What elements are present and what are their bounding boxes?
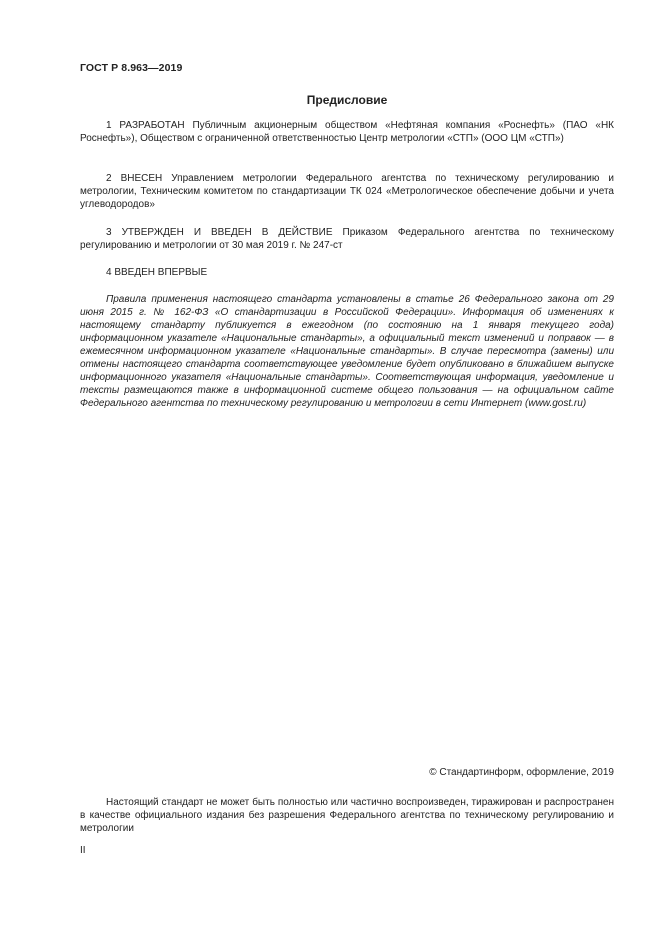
foreword-item-1: 1 РАЗРАБОТАН Публичным акционерным обществом «Нефтяная компания «Роснефть» (ПАО «НК Роснефть»), Обществом с ограниченной ответственностью Центр метрологии «СТП» (ООО ЦМ «СТП») [80,120,614,144]
section-title: Предисловие [306,93,388,107]
reproduction-notice: Настоящий стандарт не может быть полностью или частично воспроизведен, тиражирован и распространен в качестве официального издания без разрешения Федерального агентства по техническому регулированию и метрологии [80,797,614,834]
document-code: ГОСТ Р 8.963—2019 [80,62,183,74]
page-number: II [80,845,86,856]
copyright-line: © Стандартинформ, оформление, 2019 [429,767,614,778]
rules-note: Правила применения настоящего стандарта установлены в статье 26 Федерального закона от 29 июня 2015 г. № 162-ФЗ «О стандартизации в Российской Федерации». Информация об изменениях к настоящему стандарту публикуется в ежегодном (по состоянию на 1 января текущего года) информационном указателе «Национальные стандарты», а официальный текст изменений и поправок — в ежемесячном информационном указателе «Национальные стандарты». В случае пересмотра (замены) или отмены настоящего стандарта соответствующее уведомление будет опубликовано в ближайшем выпуске информационного указателя «Национальные стандарты». Соответствующая информация, уведомление и тексты размещаются также в информационной системе общего пользования — на официальном сайте Федерального агентства по техническому регулированию и метрологии в сети Интернет (www.gost.ru) [80,294,614,409]
foreword-item-2: 2 ВНЕСЕН Управлением метрологии Федерального агентства по техническому регулированию и метрологии, Техническим комитетом по стандартизации ТК 024 «Метрологическое обеспечение добычи и учета углеводородов» [80,173,614,210]
foreword-item-4: 4 ВВЕДЕН ВПЕРВЫЕ [106,267,208,278]
foreword-item-3: 3 УТВЕРЖДЕН И ВВЕДЕН В ДЕЙСТВИЕ Приказом Федерального агентства по техническому регулированию и метрологии от 30 мая 2019 г. № 247-ст [80,227,614,251]
